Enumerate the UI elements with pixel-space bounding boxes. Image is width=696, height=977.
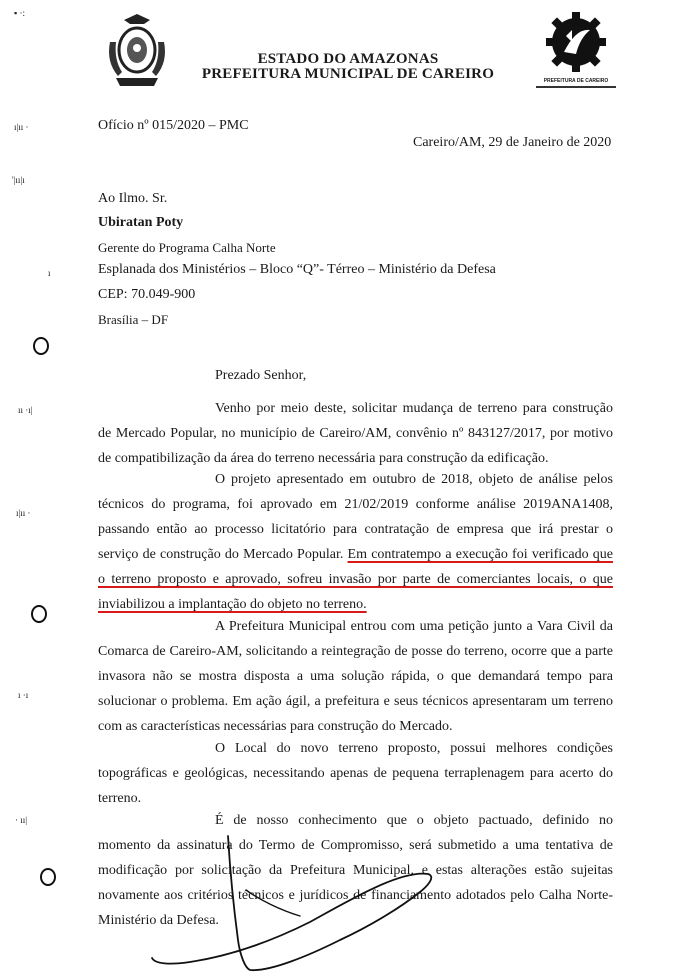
signature-stroke xyxy=(150,830,450,975)
paragraph-1 xyxy=(98,396,613,471)
scan-mark: ıı ·ı| xyxy=(18,405,33,415)
paragraph-line: modificação por solicitação da Prefeitura Municipal, e estas alterações estão sujeitas xyxy=(98,863,613,878)
underlined-line: inviabilizou a implantação do objeto no terreno. xyxy=(98,597,367,612)
scan-mark: ▪ ·: xyxy=(14,8,25,18)
paragraph-line: terreno. xyxy=(98,791,142,806)
paragraph-line: A Prefeitura Municipal entrou com uma petição junto a Vara Civil da xyxy=(215,619,613,634)
paragraph-text: serviço de construção do Mercado Popular. xyxy=(98,547,348,562)
recipient-cep: CEP: 70.049-900 xyxy=(98,287,196,302)
scan-mark: '|ıı|ı xyxy=(12,175,25,185)
header-state: ESTADO DO AMAZONAS xyxy=(257,51,439,67)
underlined-line: o terreno proposto e aprovado, sofreu invasão por parte de comerciantes locais, o que xyxy=(98,572,613,587)
punch-hole-icon xyxy=(31,605,47,623)
recipient-address: Esplanada dos Ministérios – Bloco “Q”- Térreo – Ministério da Defesa xyxy=(98,262,496,277)
scan-mark: · ıı| xyxy=(15,815,28,825)
paragraph-line: novamente aos critérios técnicos e jurídicos de financiamento adotados pelo Calha Norte- xyxy=(98,888,613,903)
scan-mark: ı ·ı xyxy=(18,690,29,700)
paragraph-line: de Mercado Popular, no município de Careiro/AM, convênio nº 843127/2017, por motivo xyxy=(98,426,613,441)
paragraph-line: O Local do novo terreno proposto, possui melhores condições xyxy=(215,741,613,756)
paragraph-line: com as características necessárias para construção do Mercado. xyxy=(98,719,453,734)
scan-mark: ı xyxy=(48,268,51,278)
paragraph-line: Venho por meio deste, solicitar mudança de terreno para construção xyxy=(215,401,613,416)
paragraph-2 xyxy=(98,467,613,617)
header-prefecture: PREFEITURA MUNICIPAL DE CAREIRO xyxy=(201,66,495,82)
paragraph-line: O projeto apresentado em outubro de 2018, objeto de análise pelos xyxy=(215,472,613,487)
underlined-text: Em contratempo a execução foi verificado que xyxy=(347,547,613,562)
paragraph-4 xyxy=(98,736,613,811)
prefecture-gear-logo-icon xyxy=(536,8,616,80)
punch-hole-icon xyxy=(40,868,56,886)
paragraph-line: passando então ao processo licitatório para contratação de empresa que irá prestar o xyxy=(98,522,613,537)
paragraph-line: Comarca de Careiro-AM, solicitando a reintegração de posse do terreno, ocorre que a parte xyxy=(98,644,613,659)
paragraph-line: momento da assinatura do Termo de Compromisso, será submetido a uma tentativa de xyxy=(98,838,613,853)
paragraph-line: Ministério da Defesa. xyxy=(98,913,219,928)
paragraph-line: solucionar o problema. Em ação ágil, a prefeitura e seus técnicos apresentaram um terreno xyxy=(98,694,613,709)
paragraph-line: topográficas e geológicas, necessitando apenas de pequena terraplenagem para acerto do xyxy=(98,766,613,781)
scan-mark: ı|ıı · xyxy=(14,122,29,132)
recipient-role: Gerente do Programa Calha Norte xyxy=(98,240,276,255)
paragraph-line xyxy=(98,542,613,567)
logo-caption: PREFEITURA DE CAREIRO xyxy=(543,78,609,84)
paragraph-3 xyxy=(98,614,613,739)
greeting: Prezado Senhor, xyxy=(215,368,307,383)
recipient-salutation: Ao Ilmo. Sr. xyxy=(98,191,168,206)
recipient-city: Brasília – DF xyxy=(98,312,169,327)
paragraph-line: invasora não se mostra disposta a uma solução rápida, o que demandará tempo para xyxy=(98,669,613,684)
paragraph-line: É de nosso conhecimento que o objeto pactuado, definido no xyxy=(215,813,613,828)
logo-caption-rule xyxy=(536,86,616,88)
scan-mark: ı|ıı · xyxy=(16,508,31,518)
letter-reference: Ofício nº 015/2020 – PMC xyxy=(98,118,249,133)
letter-place-date: Careiro/AM, 29 de Janeiro de 2020 xyxy=(413,135,612,150)
paragraph-line: de compatibilização da área do terreno necessária para construção da edificação. xyxy=(98,451,549,466)
recipient-name: Ubiratan Poty xyxy=(98,215,184,230)
paragraph-line: técnicos do programa, foi aprovado em 21/02/2019 conforme análise 2019ANA1408, xyxy=(98,497,613,512)
punch-hole-icon xyxy=(33,337,49,355)
